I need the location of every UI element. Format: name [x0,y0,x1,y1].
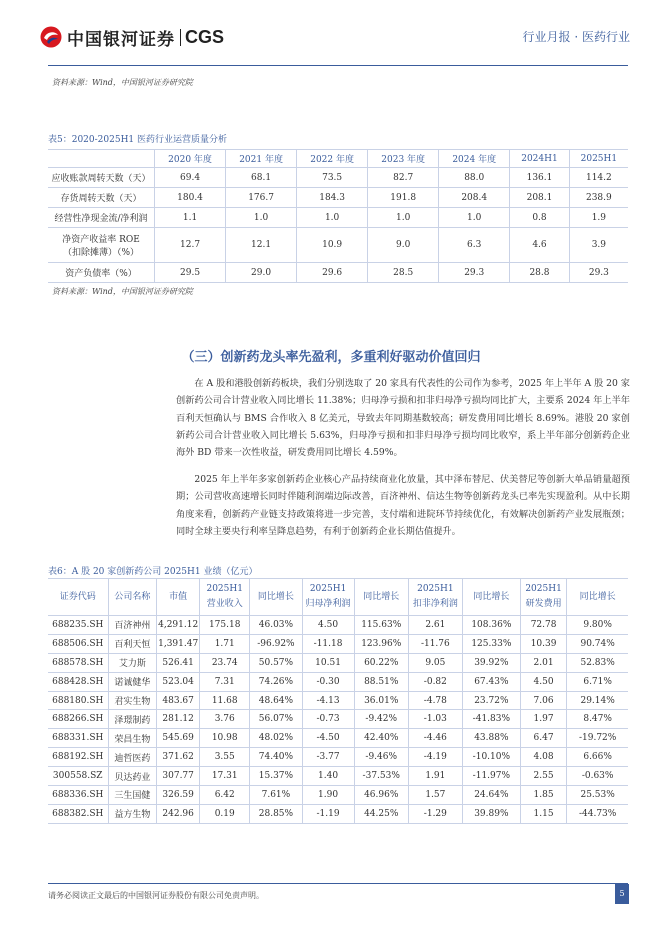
table-cell: -11.76 [408,634,462,653]
header-cell: 2022 年度 [297,150,368,168]
table6-caption: 表6：A 股 20 家创新药公司 2025H1 业绩（亿元） [48,567,258,577]
section-title: （三）创新药龙头率先盈利，多重利好驱动价值回归 [181,350,481,365]
table-cell: -37.53% [354,767,408,786]
header-line: 同比增长 [257,591,294,602]
footer-divider [48,883,628,884]
header-line: 同比增长 [473,591,510,602]
table-cell: 2.55 [520,767,566,786]
table-cell: -96.92% [250,634,302,653]
table-cell: 29.3 [569,263,628,283]
company-name-cell: 百利天恒 [108,634,157,653]
header-cell [48,150,155,168]
table-cell: 28.8 [510,263,570,283]
company-name-cell: 百济神州 [108,616,157,635]
table-cell: 28.85% [250,804,302,823]
table-cell: 29.14% [567,691,628,710]
table-row [48,653,628,672]
row-label: 资产负债率（%） [48,263,155,283]
header-line: 研发费用 [525,599,562,609]
table-cell: 3.76 [200,710,250,729]
table5-caption: 表5：2020-2025H1 医药行业运营质量分析 [48,135,228,145]
header-line: 市值 [169,591,188,602]
table-cell: 2.01 [520,653,566,672]
table-cell: 17.31 [200,767,250,786]
table-row [48,691,628,710]
table-row [48,634,628,653]
header-cell: 2025H1 [569,150,628,168]
table-header-row [48,150,628,168]
table-cell: 48.64% [250,691,302,710]
header-line: 扣非净利润 [412,599,458,609]
table-cell: 50.57% [250,653,302,672]
header-cell: 2023 年度 [368,150,439,168]
table-cell: 4.50 [302,616,354,635]
table-cell: -41.83% [462,710,520,729]
table-cell: 180.4 [155,188,226,208]
table-cell: 46.03% [250,616,302,635]
table-cell: 2.61 [408,616,462,635]
table-cell: 0.8 [510,208,570,228]
header-cell [200,579,250,616]
table-header-row [48,579,628,616]
table-row [48,786,628,805]
table-cell: 36.01% [354,691,408,710]
table-cell: 67.43% [462,672,520,691]
table-cell: 125.33% [462,634,520,653]
stock-code-cell: 688192.SH [48,748,108,767]
table-cell: 9.80% [567,616,628,635]
table-row [48,804,628,823]
table-cell: 114.2 [569,168,628,188]
table-cell: 1.0 [439,208,510,228]
header-line: 证券代码 [59,591,96,602]
table-cell: 123.96% [354,634,408,653]
company-name-cell: 泽璟制药 [108,710,157,729]
table-row [48,208,628,228]
table-cell: -4.13 [302,691,354,710]
table-cell: 42.40% [354,729,408,748]
table-cell: 60.22% [354,653,408,672]
table-cell: 371.62 [157,748,200,767]
header-line: 2025H1 [525,584,562,594]
stock-code-cell: 688336.SH [48,786,108,805]
table-cell: -1.29 [408,804,462,823]
stock-code-cell: 688180.SH [48,691,108,710]
header-cell: 2020 年度 [155,150,226,168]
table-cell: 108.36% [462,616,520,635]
table-row [48,263,628,283]
table-cell: 6.42 [200,786,250,805]
header-cell: 2024H1 [510,150,570,168]
table-cell: 184.3 [297,188,368,208]
table-cell: 326.59 [157,786,200,805]
table-cell: 523.04 [157,672,200,691]
header-cell [250,579,302,616]
stock-code-cell: 688235.SH [48,616,108,635]
paragraph-2: 2025 年上半年多家创新药企业核心产品持续商业化放量，其中泽布替尼、伏美替尼等创新大单品销量超预期；公司营收高速增长同时伴随利润端边际改善，百济神州、信达生物等创新药龙头已率先实现盈利。从中长期角度来看，创新药产业链支持政策将进一步完善，支付端和进院环节持续优化，有效解决创新药产业发展瓶颈；同时全球主要央行利率呈降息趋势，有利于创新药企业长期估值提升。 [176,474,630,537]
table-cell: 43.88% [462,729,520,748]
header-cell: 2021 年度 [226,150,297,168]
company-name-cell: 艾力斯 [108,653,157,672]
table-cell: 6.3 [439,228,510,263]
table-cell: 82.7 [368,168,439,188]
header-line: 2025H1 [309,584,347,594]
table-cell: 4.08 [520,748,566,767]
table-cell: 208.4 [439,188,510,208]
row-label [48,228,155,263]
table-cell: 74.40% [250,748,302,767]
stock-code-cell: 688428.SH [48,672,108,691]
paragraph-1: 在 A 股和港股创新药板块，我们分别选取了 20 家具有代表性的公司作为参考，2025 年上半年 A 股 20 家创新药公司合计营业收入同比增长 11.38%；归母净亏损和扣非归母净亏损均同比扩大，主要系 2024 年上半年百利天恒确认与 BMS 合作收入 8 亿美元，导致去年同期基数较高；研发费用同比增长 8.69%。港股 20 家创新药公司合计营业收入同比增长 5.63%，归母净亏损和扣非归母净亏损均同比收窄，系上半年部分创新药企业海外 BD 带来一次性收益，研发费用同比增长 4.59%。 [176,378,630,459]
company-name-cell: 迪哲医药 [108,748,157,767]
table-cell: -19.72% [567,729,628,748]
table-cell: 48.02% [250,729,302,748]
table-cell: 6.66% [567,748,628,767]
stock-code-cell: 688382.SH [48,804,108,823]
table-cell: 307.77 [157,767,200,786]
table-cell: 9.0 [368,228,439,263]
table-cell: 191.8 [368,188,439,208]
table-row [48,729,628,748]
table-row [48,767,628,786]
header-cell [462,579,520,616]
table-cell: 1.91 [408,767,462,786]
table-cell: 1.85 [520,786,566,805]
header-line: 同比增长 [363,591,400,602]
table-cell: -0.30 [302,672,354,691]
table-cell: 1.90 [302,786,354,805]
header-line: 2025H1 [206,584,243,594]
table-cell: -0.63% [567,767,628,786]
table-cell: -11.18 [302,634,354,653]
table5-source: 资料来源：Wind，中国银河证券研究院 [52,287,193,296]
table-cell: -4.78 [408,691,462,710]
table-cell: 483.67 [157,691,200,710]
table-cell: 281.12 [157,710,200,729]
table-cell: 15.37% [250,767,302,786]
table-cell: -9.46% [354,748,408,767]
table-cell: 1.9 [569,208,628,228]
table-cell: 23.74 [200,653,250,672]
header-line: 2025H1 [417,584,454,594]
table-cell: 10.9 [297,228,368,263]
page-number: 5 [615,884,629,904]
table-cell: 56.07% [250,710,302,729]
table-cell: 29.6 [297,263,368,283]
table-cell: 88.0 [439,168,510,188]
table-cell: 175.18 [200,616,250,635]
report-type: 行业月报 · 医药行业 [522,30,630,44]
table-cell: 7.31 [200,672,250,691]
header-cell: 2024 年度 [439,150,510,168]
row-label: 经营性净现金流/净利润 [48,208,155,228]
footer-disclaimer: 请务必阅读正文最后的中国银河证券股份有限公司免责声明。 [48,891,264,900]
table-cell: 10.98 [200,729,250,748]
table-cell: 39.92% [462,653,520,672]
table-cell: -4.50 [302,729,354,748]
table-cell: 526.41 [157,653,200,672]
table-cell: 1.71 [200,634,250,653]
table-cell: 1.97 [520,710,566,729]
header-line: 公司名称 [114,591,151,602]
innovative-drug-company-table [48,578,628,824]
table-cell: 88.51% [354,672,408,691]
table-cell: -1.19 [302,804,354,823]
table-cell: 1.0 [226,208,297,228]
company-name-cell: 贝达药业 [108,767,157,786]
table-cell: -10.10% [462,748,520,767]
table-cell: 39.89% [462,804,520,823]
company-name-cell: 益方生物 [108,804,157,823]
source-note-top: 资料来源：Wind，中国银河证券研究院 [52,78,193,87]
header-cell [157,579,200,616]
table-cell: -0.73 [302,710,354,729]
company-logo [40,24,224,50]
row-label-line: 净资产收益率 ROE [62,235,140,245]
table-row [48,616,628,635]
table-cell: 52.83% [567,653,628,672]
table-cell: 4.50 [520,672,566,691]
header-cell [48,579,108,616]
table-cell: 72.78 [520,616,566,635]
stock-code-cell: 688506.SH [48,634,108,653]
table-cell: 23.72% [462,691,520,710]
logo-english-text: CGS [185,26,225,47]
header-line: 营业收入 [206,599,243,609]
header-cell [354,579,408,616]
table-cell: -9.42% [354,710,408,729]
logo-chinese-text: 中国银河证券 [67,29,175,50]
table-cell: 1.57 [408,786,462,805]
table-cell: 242.96 [157,804,200,823]
table-cell: 115.63% [354,616,408,635]
table-cell: 238.9 [569,188,628,208]
table-cell: 176.7 [226,188,297,208]
table-cell: 0.19 [200,804,250,823]
table-row [48,188,628,208]
table-row [48,168,628,188]
table-cell: 3.55 [200,748,250,767]
table-cell: 90.74% [567,634,628,653]
table-cell: 29.0 [226,263,297,283]
table-cell: 11.68 [200,691,250,710]
table-cell: 208.1 [510,188,570,208]
table-cell: -4.46 [408,729,462,748]
table-cell: 10.51 [302,653,354,672]
table-row [48,748,628,767]
table-cell: 4,291.12 [157,616,200,635]
table-cell: 136.1 [510,168,570,188]
stock-code-cell: 688578.SH [48,653,108,672]
table-cell: -11.97% [462,767,520,786]
table-row [48,672,628,691]
table-cell: 68.1 [226,168,297,188]
table-cell: 1.0 [368,208,439,228]
header-cell [108,579,157,616]
table-cell: 6.71% [567,672,628,691]
table-cell: 12.7 [155,228,226,263]
company-name-cell: 三生国健 [108,786,157,805]
header-cell [567,579,628,616]
table-row [48,710,628,729]
stock-code-cell: 688266.SH [48,710,108,729]
row-label: 存货周转天数（天） [48,188,155,208]
row-label: 应收账款周转天数（天） [48,168,155,188]
table-cell: 28.5 [368,263,439,283]
table-cell: 3.9 [569,228,628,263]
row-label-line: （扣除摊薄）（%） [62,248,140,258]
header-cell [520,579,566,616]
header-divider [48,65,628,66]
table-cell: 7.06 [520,691,566,710]
table-cell: 10.39 [520,634,566,653]
table-cell: 545.69 [157,729,200,748]
table-cell: 9.05 [408,653,462,672]
company-name-cell: 君实生物 [108,691,157,710]
logo-mark-icon [40,26,62,48]
table-cell: 69.4 [155,168,226,188]
table-cell: -1.03 [408,710,462,729]
table-cell: 8.47% [567,710,628,729]
table-cell: 44.25% [354,804,408,823]
table-cell: 1.0 [297,208,368,228]
operating-quality-table [48,149,628,283]
header-cell [408,579,462,616]
company-name-cell: 诺诚健华 [108,672,157,691]
table-cell: 1,391.47 [157,634,200,653]
header-cell [302,579,354,616]
table-cell: 12.1 [226,228,297,263]
table-cell: 29.3 [439,263,510,283]
table-cell: 4.6 [510,228,570,263]
table-cell: 6.47 [520,729,566,748]
table-cell: -4.19 [408,748,462,767]
table-cell: -0.82 [408,672,462,691]
table-cell: 74.26% [250,672,302,691]
table-cell: 7.61% [250,786,302,805]
table-cell: 25.53% [567,786,628,805]
table-cell: -44.73% [567,804,628,823]
header-line: 归母净利润 [305,599,351,609]
company-name-cell: 荣昌生物 [108,729,157,748]
stock-code-cell: 688331.SH [48,729,108,748]
table-cell: -3.77 [302,748,354,767]
table-row [48,228,628,263]
table-cell: 29.5 [155,263,226,283]
table-cell: 1.1 [155,208,226,228]
table-cell: 73.5 [297,168,368,188]
stock-code-cell: 300558.SZ [48,767,108,786]
header-line: 同比增长 [579,591,616,602]
table-cell: 24.64% [462,786,520,805]
logo-separator [180,29,181,46]
table-cell: 1.15 [520,804,566,823]
table-cell: 1.40 [302,767,354,786]
table-cell: 46.96% [354,786,408,805]
